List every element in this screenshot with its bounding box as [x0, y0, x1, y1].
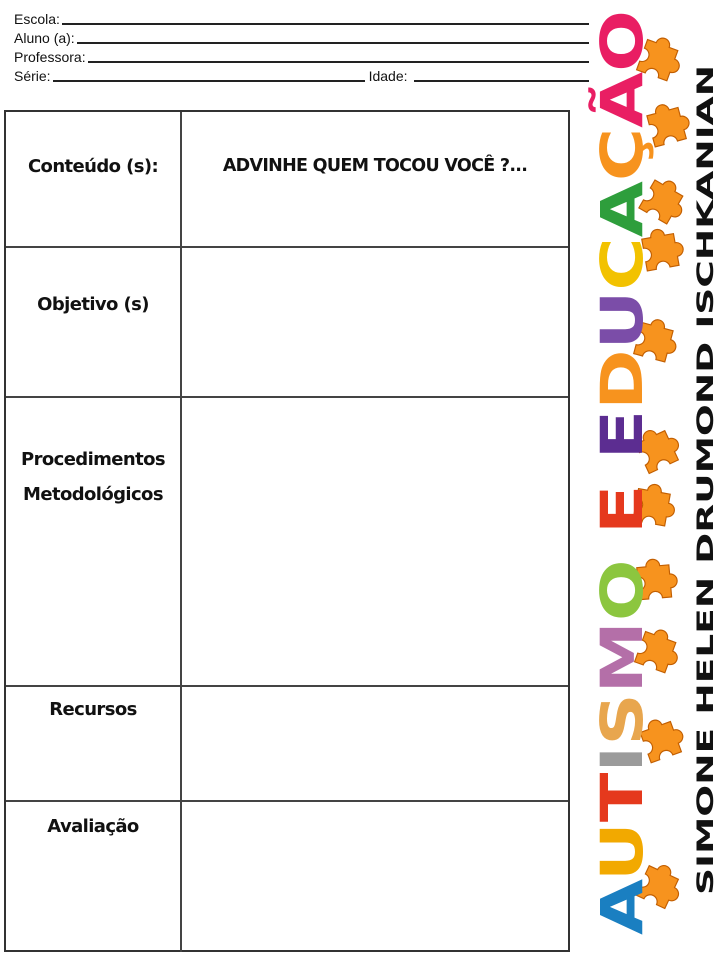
logo-letter	[588, 459, 656, 484]
logo-group	[587, 10, 656, 935]
procedimentos-cell[interactable]	[182, 398, 568, 685]
professora-label: Professora:	[14, 49, 86, 65]
logo-letter: A	[588, 192, 656, 238]
avaliacao-cell[interactable]	[182, 802, 568, 952]
logo-letter: E	[588, 419, 656, 460]
professora-field[interactable]	[88, 48, 589, 63]
serie-label: Série:	[14, 68, 51, 84]
recursos-label: Recursos	[6, 687, 182, 800]
recursos-cell[interactable]	[182, 687, 568, 800]
logo-letter: D	[588, 361, 656, 410]
row-recursos	[6, 687, 568, 802]
aluno-line	[14, 27, 589, 46]
author-name: SIMONE HELEN DRUMOND ISCHKANIAN	[694, 408, 719, 895]
side-branding	[580, 0, 720, 960]
avaliacao-label: Avaliação	[6, 802, 182, 952]
procedimentos-label	[6, 398, 182, 685]
procedimentos-label-line2: Metodológicos	[23, 484, 163, 505]
escola-line	[14, 8, 589, 27]
aluno-label: Aluno (a):	[14, 30, 75, 46]
logo-letter: T	[588, 782, 656, 823]
logo-letter: C	[588, 247, 656, 291]
logo-letter: O	[588, 22, 656, 72]
logo-letter: I	[588, 751, 656, 773]
branding-svg	[580, 0, 720, 960]
logo-letter: S	[588, 703, 656, 746]
logo-letter: Ç	[588, 138, 656, 182]
logo-letter: Ã	[588, 82, 656, 128]
serie-line	[14, 65, 589, 84]
row-procedimentos	[6, 398, 568, 687]
logo-letter: O	[588, 571, 656, 622]
logo-letter	[588, 534, 656, 559]
lesson-plan-table	[4, 110, 570, 952]
escola-field[interactable]	[62, 10, 589, 25]
header-form	[14, 8, 589, 84]
idade-label: Idade:	[368, 68, 408, 84]
conteudo-value: ADVINHE QUEM TOCOU VOCÊ ?...	[222, 156, 528, 176]
escola-label: Escola:	[14, 11, 60, 27]
logo-letter: M	[588, 635, 656, 694]
row-objetivo	[6, 248, 568, 398]
logo-letter: U	[588, 302, 656, 350]
aluno-field[interactable]	[77, 29, 589, 44]
serie-field[interactable]	[53, 67, 365, 82]
logo-letter: E	[588, 494, 656, 535]
objetivo-cell[interactable]	[182, 248, 568, 396]
autismo-educacao-logo	[587, 10, 656, 935]
objetivo-label: Objetivo (s)	[6, 248, 182, 396]
logo-letter: A	[588, 891, 656, 935]
professora-line	[14, 46, 589, 65]
row-conteudo	[6, 112, 568, 248]
procedimentos-label-line1: Procedimentos	[20, 449, 166, 470]
logo-letter: U	[588, 833, 656, 882]
idade-field[interactable]	[414, 67, 589, 82]
row-avaliacao	[6, 802, 568, 952]
conteudo-label: Conteúdo (s):	[6, 112, 182, 246]
author-group	[694, 65, 719, 895]
